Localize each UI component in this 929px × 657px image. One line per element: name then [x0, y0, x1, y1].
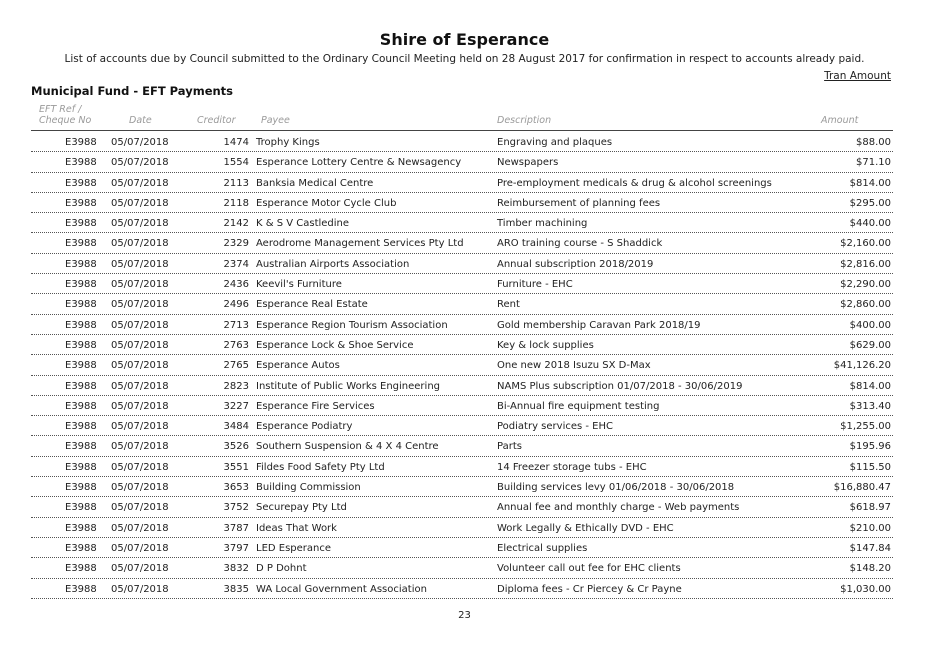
row-description: NAMS Plus subscription 01/07/2018 - 30/06/2019 [497, 380, 743, 392]
row-payee: Australian Airports Association [256, 258, 410, 270]
row-date: 05/07/2018 [111, 380, 169, 392]
table-row [31, 355, 893, 375]
row-amount: $88.00 [856, 137, 891, 148]
table-row [31, 497, 893, 517]
row-description: Annual subscription 2018/2019 [497, 258, 654, 270]
column-header-ref-line2: Cheque No [39, 115, 92, 126]
row-payee: Fildes Food Safety Pty Ltd [256, 461, 385, 473]
row-payee: Aerodrome Management Services Pty Ltd [256, 238, 464, 250]
table-row [31, 376, 893, 396]
row-date: 05/07/2018 [111, 400, 169, 412]
column-header-ref-line1: EFT Ref / [39, 104, 82, 115]
row-payee: K & S V Castledine [256, 218, 350, 230]
row-description: Key & lock supplies [497, 339, 594, 351]
column-header-amount: Amount [821, 115, 859, 126]
row-creditor: 3797 [223, 542, 249, 554]
row-date: 05/07/2018 [111, 461, 169, 473]
row-description: One new 2018 Isuzu SX D-Max [497, 360, 651, 372]
row-eft-ref: E3988 [65, 441, 97, 453]
row-amount: $814.00 [849, 177, 891, 189]
document-subtitle: List of accounts due by Council submitted to the Ordinary Council Meeting held on 28 August 2017 for confirmation in respect to accounts already paid. [64, 53, 865, 65]
row-date: 05/07/2018 [111, 563, 169, 575]
row-payee: Institute of Public Works Engineering [256, 380, 441, 392]
payments-table [31, 132, 893, 599]
column-header-description: Description [497, 115, 552, 126]
row-creditor: 3227 [223, 400, 249, 412]
document-title: Shire of Esperance [379, 30, 550, 49]
row-payee: Esperance Lottery Centre & Newsagency [256, 157, 462, 169]
row-date: 05/07/2018 [111, 299, 169, 311]
row-date: 05/07/2018 [111, 421, 169, 433]
tran-amount-label: Tran Amount [824, 70, 891, 82]
row-eft-ref: E3988 [65, 218, 97, 230]
row-creditor: 2765 [223, 360, 249, 372]
table-row [31, 233, 893, 253]
row-payee: Keevil's Furniture [256, 279, 342, 291]
row-eft-ref: E3988 [65, 238, 97, 250]
row-eft-ref: E3988 [65, 563, 97, 575]
row-payee: Ideas That Work [256, 522, 337, 534]
row-amount: $400.00 [849, 319, 891, 331]
row-eft-ref: E3988 [65, 421, 97, 433]
row-creditor: 3752 [223, 502, 249, 514]
row-description: Podiatry services - EHC [497, 421, 613, 433]
row-payee: Esperance Region Tourism Association [256, 319, 448, 331]
table-row [31, 193, 893, 213]
row-description: Building services levy 01/06/2018 - 30/06/2018 [497, 482, 735, 494]
row-payee: Esperance Fire Services [256, 400, 375, 412]
row-amount: $41,126.20 [833, 360, 891, 372]
row-amount: $1,255.00 [840, 421, 891, 433]
table-row [31, 558, 893, 578]
row-creditor: 2823 [223, 380, 249, 392]
row-date: 05/07/2018 [111, 238, 169, 250]
row-payee: D P Dohnt [256, 563, 307, 575]
row-creditor: 3835 [223, 583, 249, 595]
row-eft-ref: E3988 [65, 339, 97, 351]
row-description: Timber machining [497, 218, 588, 230]
table-row [31, 274, 893, 294]
table-row [31, 213, 893, 233]
row-payee: Banksia Medical Centre [256, 177, 374, 189]
row-creditor: 2496 [223, 299, 249, 311]
table-row [31, 457, 893, 477]
section-title: Municipal Fund - EFT Payments [31, 84, 234, 98]
column-header-creditor: Creditor [197, 115, 236, 126]
column-header-payee: Payee [261, 115, 290, 126]
row-amount: $2,160.00 [840, 238, 891, 250]
row-date: 05/07/2018 [111, 177, 169, 189]
row-eft-ref: E3988 [65, 157, 97, 169]
row-description: Volunteer call out fee for EHC clients [497, 563, 681, 575]
row-creditor: 1554 [223, 157, 249, 169]
row-eft-ref: E3988 [65, 542, 97, 554]
row-amount: $195.96 [849, 441, 891, 453]
row-creditor: 2763 [223, 339, 249, 351]
row-creditor: 3551 [223, 461, 249, 473]
table-row [31, 518, 893, 538]
header-divider [31, 130, 893, 131]
row-date: 05/07/2018 [111, 218, 169, 230]
row-date: 05/07/2018 [111, 542, 169, 554]
row-payee: Securepay Pty Ltd [256, 502, 347, 514]
row-payee: Southern Suspension & 4 X 4 Centre [256, 441, 439, 453]
table-row [31, 436, 893, 456]
row-description: Furniture - EHC [497, 279, 573, 291]
row-creditor: 2142 [223, 218, 249, 230]
row-creditor: 1474 [223, 137, 249, 148]
row-description: Diploma fees - Cr Piercey & Cr Payne [497, 583, 682, 595]
table-row [31, 396, 893, 416]
row-payee: Building Commission [256, 482, 361, 494]
row-creditor: 2329 [223, 238, 249, 250]
row-eft-ref: E3988 [65, 360, 97, 372]
table-row [31, 538, 893, 558]
row-date: 05/07/2018 [111, 319, 169, 331]
row-amount: $2,860.00 [840, 299, 891, 311]
row-eft-ref: E3988 [65, 279, 97, 291]
row-creditor: 3787 [223, 522, 249, 534]
row-description: Pre-employment medicals & drug & alcohol screenings [497, 177, 772, 189]
row-eft-ref: E3988 [65, 400, 97, 412]
row-date: 05/07/2018 [111, 522, 169, 534]
row-date: 05/07/2018 [111, 137, 169, 148]
row-description: Engraving and plaques [497, 137, 613, 148]
row-description: ARO training course - S Shaddick [497, 238, 663, 250]
row-date: 05/07/2018 [111, 441, 169, 453]
row-amount: $2,290.00 [840, 279, 891, 291]
row-eft-ref: E3988 [65, 583, 97, 595]
row-amount: $313.40 [849, 400, 891, 412]
table-row [31, 132, 893, 152]
row-creditor: 2118 [223, 197, 249, 209]
row-eft-ref: E3988 [65, 258, 97, 270]
row-payee: Esperance Lock & Shoe Service [256, 339, 414, 351]
row-amount: $16,880.47 [833, 482, 891, 494]
row-date: 05/07/2018 [111, 197, 169, 209]
row-description: Bi-Annual fire equipment testing [497, 400, 660, 412]
table-row [31, 254, 893, 274]
table-row [31, 173, 893, 193]
row-description: 14 Freezer storage tubs - EHC [497, 461, 647, 473]
row-amount: $1,030.00 [840, 583, 891, 595]
row-eft-ref: E3988 [65, 299, 97, 311]
row-description: Annual fee and monthly charge - Web payments [497, 502, 740, 514]
row-creditor: 3832 [223, 563, 249, 575]
row-eft-ref: E3988 [65, 380, 97, 392]
row-amount: $115.50 [849, 461, 891, 473]
row-date: 05/07/2018 [111, 482, 169, 494]
row-eft-ref: E3988 [65, 502, 97, 514]
row-creditor: 2374 [223, 258, 249, 270]
table-row [31, 416, 893, 436]
table-row [31, 335, 893, 355]
row-date: 05/07/2018 [111, 339, 169, 351]
row-amount: $814.00 [849, 380, 891, 392]
row-eft-ref: E3988 [65, 137, 97, 148]
row-description: Parts [497, 441, 522, 453]
row-description: Gold membership Caravan Park 2018/19 [497, 319, 701, 331]
column-header-date: Date [129, 115, 152, 126]
row-amount: $2,816.00 [840, 258, 891, 270]
row-amount: $71.10 [856, 157, 891, 169]
row-payee: Esperance Podiatry [256, 421, 353, 433]
row-amount: $618.97 [849, 502, 891, 514]
table-row [31, 315, 893, 335]
row-description: Newspapers [497, 157, 559, 169]
row-date: 05/07/2018 [111, 360, 169, 372]
row-creditor: 2113 [223, 177, 249, 189]
row-eft-ref: E3988 [65, 197, 97, 209]
row-creditor: 3653 [223, 482, 249, 494]
row-eft-ref: E3988 [65, 319, 97, 331]
row-creditor: 2713 [223, 319, 249, 331]
row-eft-ref: E3988 [65, 482, 97, 494]
table-row [31, 152, 893, 172]
row-date: 05/07/2018 [111, 583, 169, 595]
table-row [31, 477, 893, 497]
row-eft-ref: E3988 [65, 522, 97, 534]
row-payee: WA Local Government Association [256, 583, 427, 595]
row-eft-ref: E3988 [65, 177, 97, 189]
row-description: Work Legally & Ethically DVD - EHC [497, 522, 674, 534]
page-number: 23 [458, 610, 471, 621]
row-eft-ref: E3988 [65, 461, 97, 473]
row-amount: $629.00 [849, 339, 891, 351]
row-date: 05/07/2018 [111, 502, 169, 514]
row-payee: Esperance Real Estate [256, 299, 368, 311]
row-description: Reimbursement of planning fees [497, 197, 661, 209]
row-description: Electrical supplies [497, 542, 588, 554]
row-payee: Esperance Motor Cycle Club [256, 197, 397, 209]
row-creditor: 3484 [223, 421, 249, 433]
row-date: 05/07/2018 [111, 279, 169, 291]
row-payee: Esperance Autos [256, 360, 340, 372]
row-payee: Trophy Kings [256, 137, 320, 148]
row-creditor: 3526 [223, 441, 249, 453]
row-amount: $295.00 [849, 197, 891, 209]
row-description: Rent [497, 299, 520, 311]
row-amount: $210.00 [849, 522, 891, 534]
row-date: 05/07/2018 [111, 157, 169, 169]
row-amount: $147.84 [849, 542, 891, 554]
row-amount: $440.00 [849, 218, 891, 230]
table-row [31, 294, 893, 314]
column-header-ref [39, 104, 91, 126]
row-date: 05/07/2018 [111, 258, 169, 270]
row-amount: $148.20 [849, 563, 891, 575]
row-payee: LED Esperance [256, 542, 332, 554]
table-row [31, 579, 893, 599]
row-creditor: 2436 [223, 279, 249, 291]
